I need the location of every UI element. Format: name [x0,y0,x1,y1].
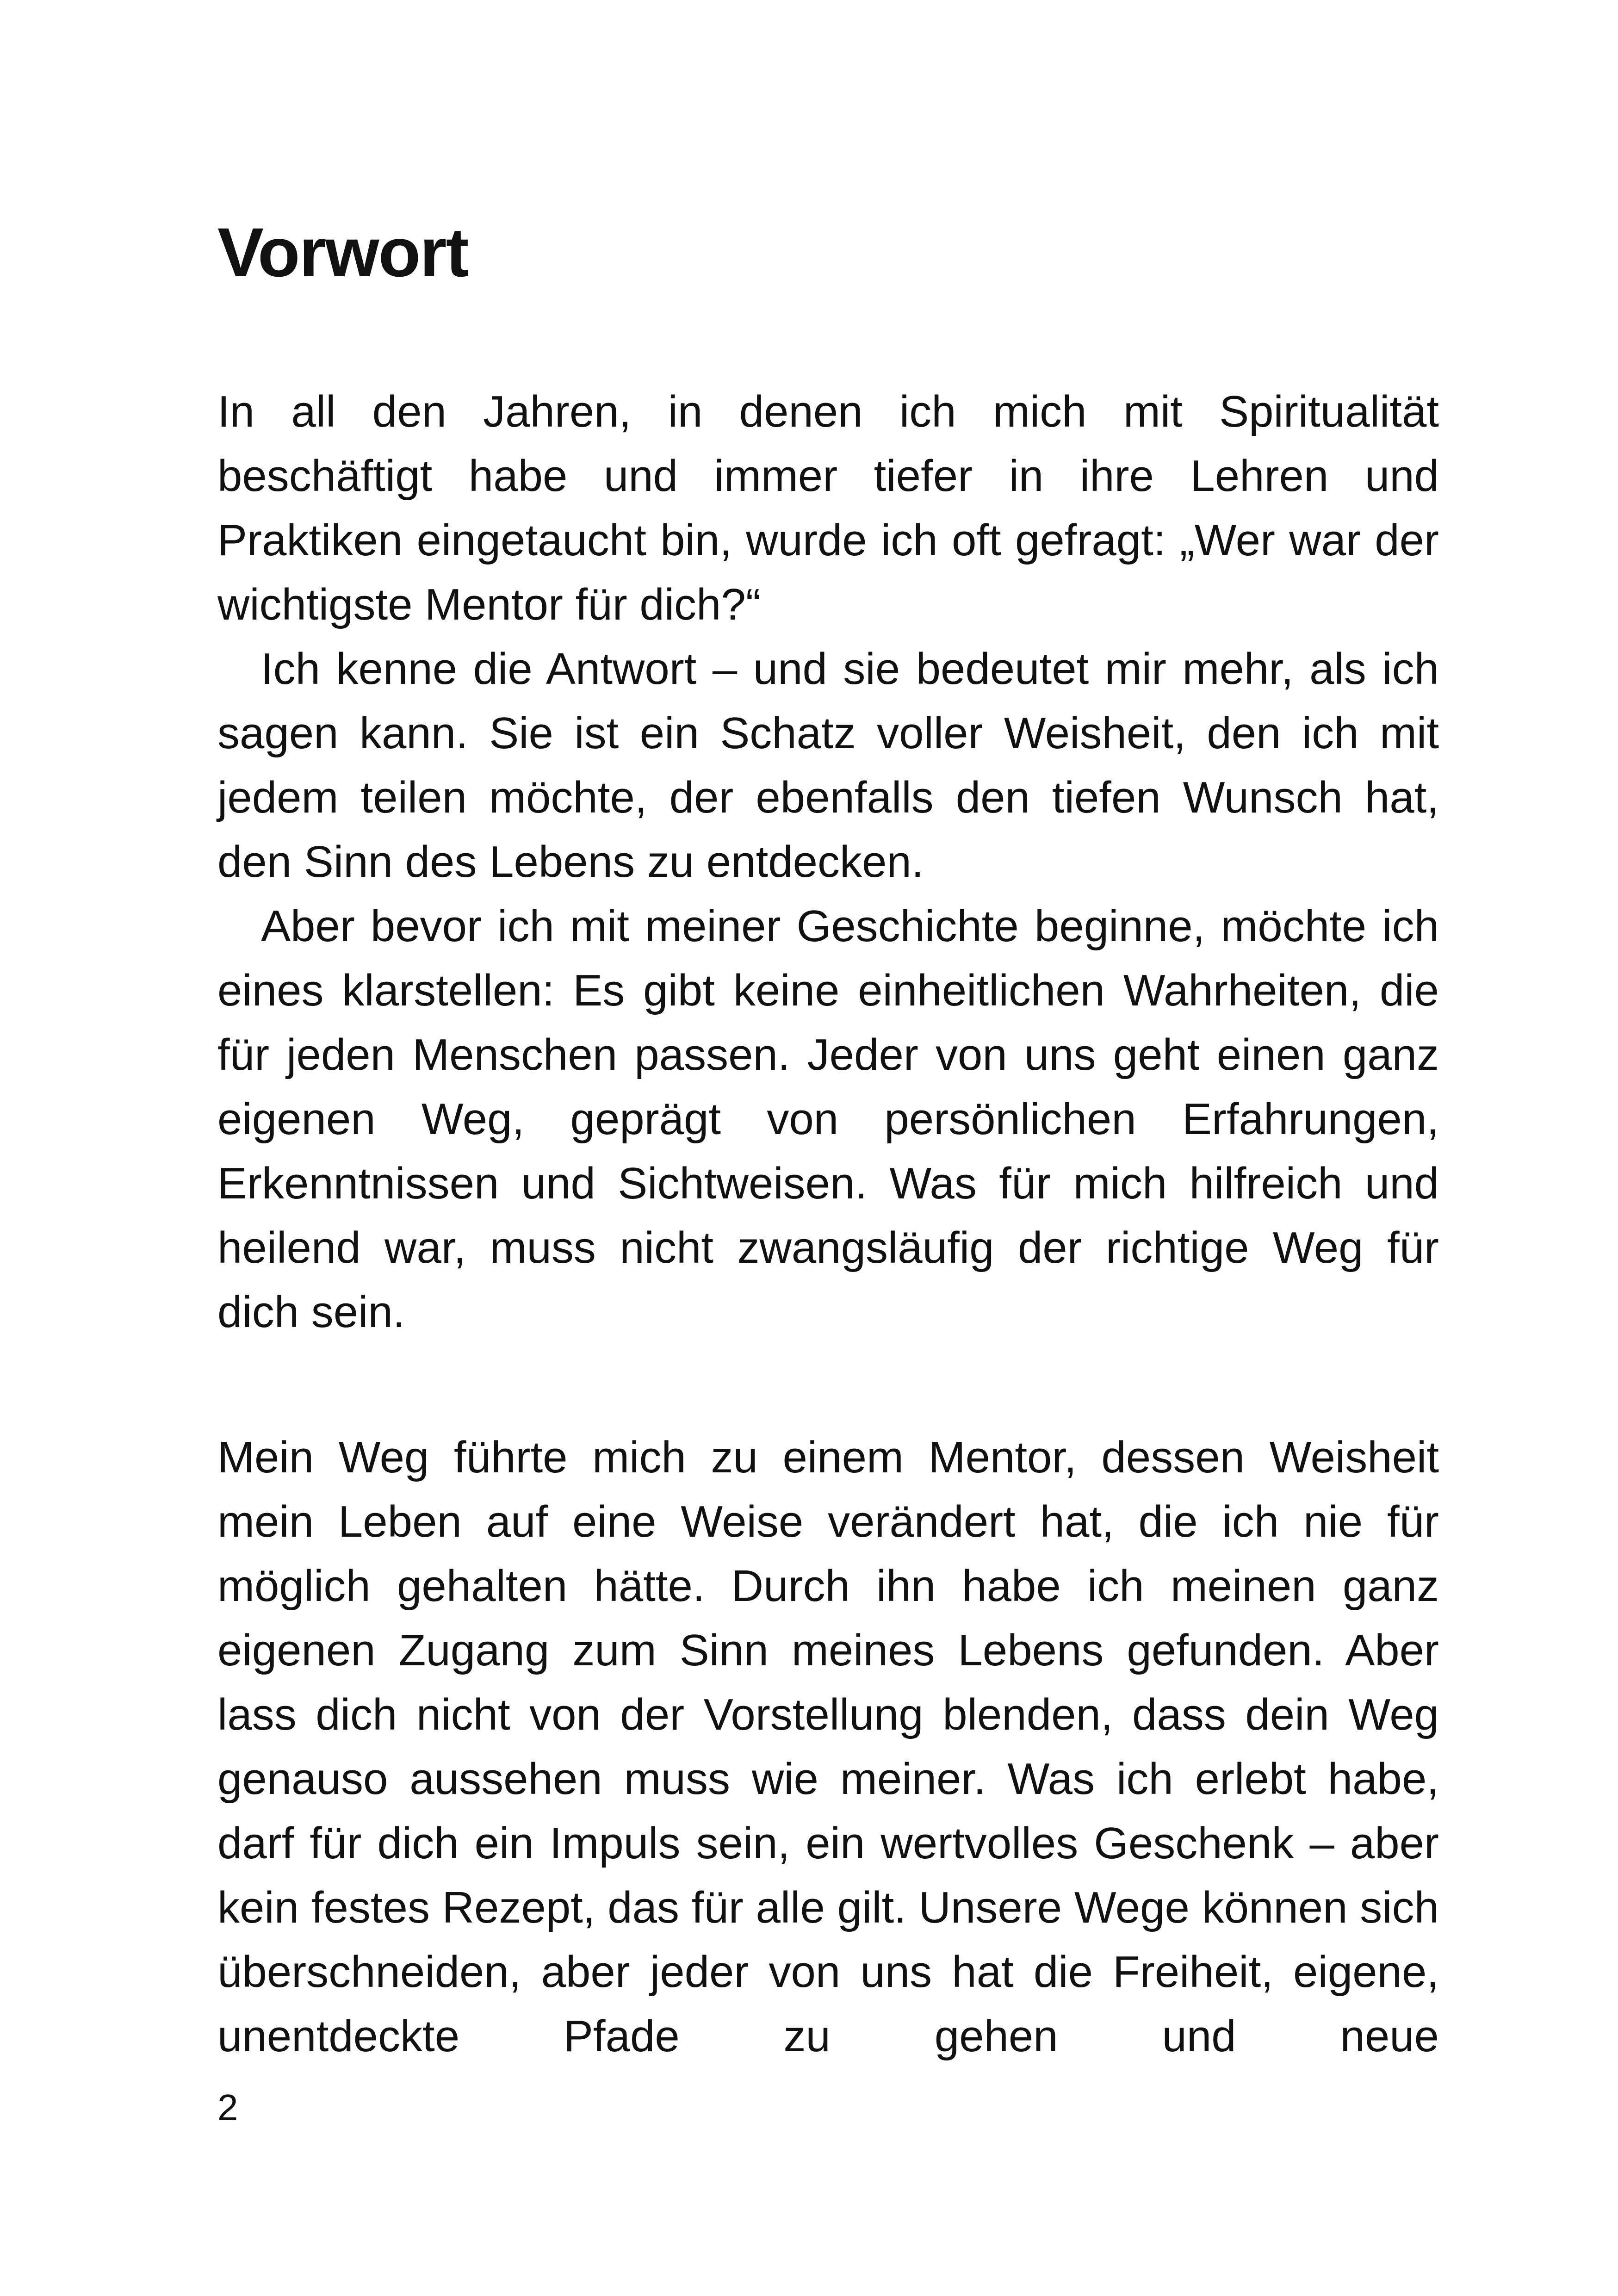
text-block-intro [217,379,1439,1344]
paragraph-3: Aber bevor ich mit meiner Geschichte beginne, möchte ich eines klarstellen: Es gibt keine einheitlichen Wahrheiten, die für jeden Menschen passen. Jeder von uns geht einen ganz eigenen Weg, geprägt von persönlichen Erfahrungen, Erkenntnissen und Sichtweisen. Was für mich hilfreich und heilend war, muss nicht zwangsläufig der richtige Weg für dich sein. [217,901,1439,1337]
page-number: 2 [217,2087,238,2128]
chapter-heading: Vorwort [217,213,468,291]
text-block-mentor [217,1425,1439,2068]
paragraph-1: In all den Jahren, in denen ich mich mit Spiritualität beschäftigt habe und immer tiefer in ihre Lehren und Praktiken eingetaucht bin, wurde ich oft gefragt: „Wer war der wichtigste Mentor für dich?“ [217,387,1439,629]
paragraph-4: Mein Weg führte mich zu einem Mentor, dessen Weisheit mein Leben auf eine Weise verändert hat, die ich nie für möglich gehalten hätte. Durch ihn habe ich meinen ganz eigenen Zugang zum Sinn meines Lebens gefunden. Aber lass dich nicht von der Vorstellung blenden, dass dein Weg genauso aussehen muss wie meiner. Was ich erlebt habe, darf für dich ein Impuls sein, ein wertvolles Geschenk – aber kein festes Rezept, das für alle gilt. Unsere Wege können sich überschneiden, aber jeder von uns hat die Freiheit, eigene, unentdeckte Pfade zu gehen und neue [217,1433,1439,2061]
paragraph-2: Ich kenne die Antwort – und sie bedeutet mir mehr, als ich sagen kann. Sie ist ein Schatz voller Weisheit, den ich mit jedem teilen möchte, der ebenfalls den tiefen Wunsch hat, den Sinn des Lebens zu entdecken. [217,644,1439,887]
